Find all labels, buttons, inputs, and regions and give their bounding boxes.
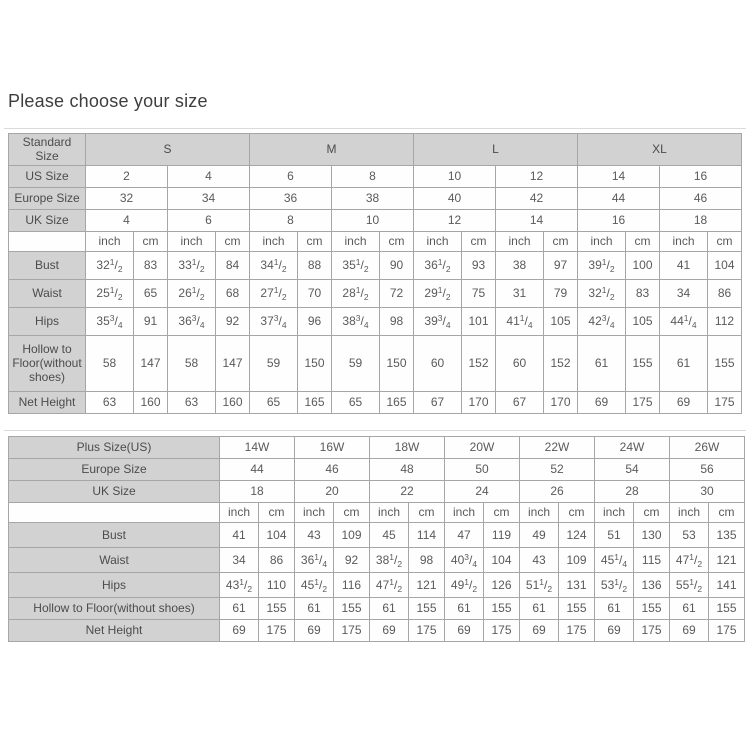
meta-row <box>9 459 745 481</box>
size-group-row <box>9 134 742 166</box>
size-value-cell: 14 <box>496 209 578 231</box>
size-value-cell: 6 <box>168 209 250 231</box>
measurement-inch-cell: $38^1/_2$ <box>370 548 409 573</box>
measurement-cm-cell: 104 <box>259 523 295 548</box>
meta-row <box>9 437 745 459</box>
measurement-cm-cell: 110 <box>259 573 295 598</box>
size-value-cell: 14 <box>578 165 660 187</box>
size-value-cell: 56 <box>670 459 745 481</box>
unit-header-cell: cm <box>380 231 414 251</box>
measurement-cm-cell: 109 <box>334 523 370 548</box>
measurement-inch-cell: 69 <box>370 620 409 642</box>
size-value-cell: 10 <box>332 209 414 231</box>
measurement-inch-cell: $45^1/_4$ <box>595 548 634 573</box>
measurement-cm-cell: 155 <box>259 598 295 620</box>
measure-row <box>9 523 745 548</box>
unit-header-cell: inch <box>595 503 634 523</box>
size-value-cell: 24 <box>445 481 520 503</box>
divider-line <box>4 430 746 431</box>
measurement-inch-cell: 67 <box>414 391 462 413</box>
measurement-cm-cell: 83 <box>626 279 660 307</box>
measurement-inch-cell: $47^1/_2$ <box>670 548 709 573</box>
measurement-inch-cell: $53^1/_2$ <box>595 573 634 598</box>
measurement-cm-cell: 155 <box>634 598 670 620</box>
size-value-cell: 26W <box>670 437 745 459</box>
unit-header-cell: cm <box>484 503 520 523</box>
measurement-cm-cell: 175 <box>409 620 445 642</box>
row-label: US Size <box>9 165 86 187</box>
size-value-cell: 16 <box>578 209 660 231</box>
measurement-inch-cell: 63 <box>86 391 134 413</box>
size-value-cell: 50 <box>445 459 520 481</box>
measurement-inch-cell: 69 <box>295 620 334 642</box>
measurement-inch-cell: $36^1/_4$ <box>295 548 334 573</box>
size-value-cell: 8 <box>332 165 414 187</box>
measurement-cm-cell: 175 <box>484 620 520 642</box>
meta-row <box>9 165 742 187</box>
unit-header-cell: inch <box>370 503 409 523</box>
measurement-cm-cell: 115 <box>634 548 670 573</box>
measurement-inch-cell: 49 <box>520 523 559 548</box>
measurement-cm-cell: 112 <box>708 307 742 335</box>
size-value-cell: 12 <box>414 209 496 231</box>
measure-row <box>9 251 742 279</box>
unit-header-cell: cm <box>409 503 445 523</box>
size-value-cell: 4 <box>86 209 168 231</box>
row-label: UK Size <box>9 209 86 231</box>
row-label: Waist <box>9 548 220 573</box>
unit-header-cell: inch <box>250 231 298 251</box>
measurement-inch-cell: $43^1/_2$ <box>220 573 259 598</box>
measurement-cm-cell: 150 <box>380 335 414 391</box>
meta-row <box>9 209 742 231</box>
unit-header-cell: cm <box>708 231 742 251</box>
size-value-cell: 54 <box>595 459 670 481</box>
measurement-inch-cell: $32^1/_2$ <box>578 279 626 307</box>
row-label: Net Height <box>9 391 86 413</box>
size-value-cell: 46 <box>660 187 742 209</box>
measurement-inch-cell: $39^3/_4$ <box>414 307 462 335</box>
measure-row <box>9 307 742 335</box>
unit-header-row <box>9 503 745 523</box>
measurement-inch-cell: 69 <box>220 620 259 642</box>
measurement-inch-cell: 69 <box>670 620 709 642</box>
standard-size-table <box>8 133 742 414</box>
measurement-cm-cell: 70 <box>298 279 332 307</box>
unit-header-cell: cm <box>626 231 660 251</box>
measurement-inch-cell: 69 <box>445 620 484 642</box>
measurement-cm-cell: 175 <box>626 391 660 413</box>
unit-header-cell: inch <box>86 231 134 251</box>
meta-row <box>9 481 745 503</box>
measurement-inch-cell: $55^1/_2$ <box>670 573 709 598</box>
meta-row <box>9 187 742 209</box>
size-value-cell: 22 <box>370 481 445 503</box>
measurement-inch-cell: 58 <box>168 335 216 391</box>
measurement-inch-cell: 58 <box>86 335 134 391</box>
measurement-cm-cell: 175 <box>709 620 745 642</box>
measurement-inch-cell: $35^1/_2$ <box>332 251 380 279</box>
measurement-inch-cell: $39^1/_2$ <box>578 251 626 279</box>
measurement-cm-cell: 101 <box>462 307 496 335</box>
measurement-inch-cell: 61 <box>445 598 484 620</box>
measurement-cm-cell: 170 <box>544 391 578 413</box>
measurement-inch-cell: $44^1/_4$ <box>660 307 708 335</box>
measurement-inch-cell: $28^1/_2$ <box>332 279 380 307</box>
size-value-cell: 24W <box>595 437 670 459</box>
size-value-cell: 14W <box>220 437 295 459</box>
page-title: Please choose your size <box>8 91 208 111</box>
measurement-cm-cell: 155 <box>708 335 742 391</box>
measurement-cm-cell: 105 <box>544 307 578 335</box>
size-group-header: XL <box>578 134 742 166</box>
size-group-header: L <box>414 134 578 166</box>
size-value-cell: 44 <box>578 187 660 209</box>
size-value-cell: 8 <box>250 209 332 231</box>
measurement-cm-cell: 155 <box>559 598 595 620</box>
unit-header-cell: cm <box>216 231 250 251</box>
measurement-cm-cell: 98 <box>409 548 445 573</box>
measurement-inch-cell: $29^1/_2$ <box>414 279 462 307</box>
measurement-cm-cell: 155 <box>484 598 520 620</box>
measurement-cm-cell: 147 <box>134 335 168 391</box>
empty-cell <box>9 503 220 523</box>
measurement-inch-cell: 53 <box>670 523 709 548</box>
measurement-inch-cell: 69 <box>660 391 708 413</box>
measurement-cm-cell: 104 <box>484 548 520 573</box>
measure-row <box>9 598 745 620</box>
unit-header-cell: cm <box>259 503 295 523</box>
measurement-cm-cell: 170 <box>462 391 496 413</box>
measurement-inch-cell: $25^1/_2$ <box>86 279 134 307</box>
size-value-cell: 16W <box>295 437 370 459</box>
measurement-inch-cell: 63 <box>168 391 216 413</box>
unit-header-cell: inch <box>414 231 462 251</box>
unit-header-cell: cm <box>334 503 370 523</box>
measurement-cm-cell: 92 <box>216 307 250 335</box>
measurement-cm-cell: 93 <box>462 251 496 279</box>
measurement-inch-cell: 65 <box>332 391 380 413</box>
measurement-cm-cell: 175 <box>334 620 370 642</box>
size-value-cell: 26 <box>520 481 595 503</box>
unit-header-cell: inch <box>496 231 544 251</box>
measurement-cm-cell: 141 <box>709 573 745 598</box>
measurement-cm-cell: 121 <box>709 548 745 573</box>
size-value-cell: 28 <box>595 481 670 503</box>
unit-header-cell: cm <box>544 231 578 251</box>
measurement-cm-cell: 75 <box>462 279 496 307</box>
size-value-cell: 38 <box>332 187 414 209</box>
measurement-cm-cell: 175 <box>259 620 295 642</box>
size-value-cell: 32 <box>86 187 168 209</box>
measurement-cm-cell: 155 <box>709 598 745 620</box>
measurement-cm-cell: 160 <box>134 391 168 413</box>
measurement-cm-cell: 126 <box>484 573 520 598</box>
size-value-cell: 16 <box>660 165 742 187</box>
unit-header-cell: inch <box>295 503 334 523</box>
size-group-header: S <box>86 134 250 166</box>
size-value-cell: 52 <box>520 459 595 481</box>
size-value-cell: 18 <box>660 209 742 231</box>
measurement-cm-cell: 135 <box>709 523 745 548</box>
measurement-inch-cell: 45 <box>370 523 409 548</box>
measurement-inch-cell: 65 <box>250 391 298 413</box>
measurement-cm-cell: 83 <box>134 251 168 279</box>
measurement-inch-cell: 61 <box>670 598 709 620</box>
size-value-cell: 46 <box>295 459 370 481</box>
measurement-cm-cell: 109 <box>559 548 595 573</box>
measurement-inch-cell: 61 <box>295 598 334 620</box>
measure-row <box>9 335 742 391</box>
unit-header-row <box>9 231 742 251</box>
row-label: Bust <box>9 251 86 279</box>
measurement-cm-cell: 165 <box>380 391 414 413</box>
measurement-cm-cell: 165 <box>298 391 332 413</box>
measurement-cm-cell: 147 <box>216 335 250 391</box>
row-label: Hollow to Floor(without shoes) <box>9 598 220 620</box>
measurement-cm-cell: 100 <box>626 251 660 279</box>
measurement-inch-cell: 69 <box>595 620 634 642</box>
measurement-cm-cell: 104 <box>708 251 742 279</box>
size-value-cell: 20 <box>295 481 370 503</box>
measurement-inch-cell: 34 <box>660 279 708 307</box>
row-label: Europe Size <box>9 459 220 481</box>
measurement-cm-cell: 72 <box>380 279 414 307</box>
measurement-cm-cell: 79 <box>544 279 578 307</box>
measurement-inch-cell: $37^3/_4$ <box>250 307 298 335</box>
measurement-cm-cell: 121 <box>409 573 445 598</box>
measurement-inch-cell: $45^1/_2$ <box>295 573 334 598</box>
size-value-cell: 4 <box>168 165 250 187</box>
measurement-cm-cell: 155 <box>409 598 445 620</box>
measurement-inch-cell: 69 <box>520 620 559 642</box>
measurement-inch-cell: $27^1/_2$ <box>250 279 298 307</box>
row-label: Europe Size <box>9 187 86 209</box>
measurement-cm-cell: 88 <box>298 251 332 279</box>
measurement-inch-cell: 61 <box>370 598 409 620</box>
measurement-inch-cell: 43 <box>520 548 559 573</box>
measurement-inch-cell: 69 <box>578 391 626 413</box>
measurement-inch-cell: 60 <box>496 335 544 391</box>
measurement-inch-cell: $36^1/_2$ <box>414 251 462 279</box>
row-label: Waist <box>9 279 86 307</box>
measurement-cm-cell: 97 <box>544 251 578 279</box>
measurement-cm-cell: 105 <box>626 307 660 335</box>
measurement-cm-cell: 155 <box>334 598 370 620</box>
measurement-inch-cell: 51 <box>595 523 634 548</box>
unit-header-cell: inch <box>520 503 559 523</box>
size-value-cell: 20W <box>445 437 520 459</box>
measurement-inch-cell: 41 <box>220 523 259 548</box>
unit-header-cell: inch <box>578 231 626 251</box>
plus-size-table <box>8 436 745 642</box>
measurement-inch-cell: 41 <box>660 251 708 279</box>
unit-header-cell: cm <box>134 231 168 251</box>
measurement-cm-cell: 155 <box>626 335 660 391</box>
measurement-inch-cell: 61 <box>578 335 626 391</box>
empty-cell <box>9 231 86 251</box>
size-value-cell: 36 <box>250 187 332 209</box>
measurement-cm-cell: 152 <box>544 335 578 391</box>
size-value-cell: 30 <box>670 481 745 503</box>
measurement-inch-cell: 34 <box>220 548 259 573</box>
measurement-cm-cell: 68 <box>216 279 250 307</box>
measurement-cm-cell: 65 <box>134 279 168 307</box>
unit-header-cell: cm <box>462 231 496 251</box>
size-value-cell: 6 <box>250 165 332 187</box>
measurement-inch-cell: $36^3/_4$ <box>168 307 216 335</box>
unit-header-cell: cm <box>634 503 670 523</box>
measure-row <box>9 548 745 573</box>
measurement-inch-cell: $41^1/_4$ <box>496 307 544 335</box>
measurement-inch-cell: 31 <box>496 279 544 307</box>
divider-line <box>4 128 746 129</box>
measurement-cm-cell: 130 <box>634 523 670 548</box>
measurement-inch-cell: 47 <box>445 523 484 548</box>
measurement-cm-cell: 150 <box>298 335 332 391</box>
measurement-cm-cell: 136 <box>634 573 670 598</box>
measurement-inch-cell: $47^1/_2$ <box>370 573 409 598</box>
measurement-cm-cell: 124 <box>559 523 595 548</box>
unit-header-cell: inch <box>220 503 259 523</box>
unit-header-cell: cm <box>709 503 745 523</box>
measurement-inch-cell: $33^1/_2$ <box>168 251 216 279</box>
measurement-cm-cell: 175 <box>559 620 595 642</box>
measurement-cm-cell: 160 <box>216 391 250 413</box>
measurement-cm-cell: 98 <box>380 307 414 335</box>
unit-header-cell: inch <box>332 231 380 251</box>
measurement-inch-cell: 59 <box>250 335 298 391</box>
measurement-inch-cell: $51^1/_2$ <box>520 573 559 598</box>
size-value-cell: 18W <box>370 437 445 459</box>
measurement-cm-cell: 91 <box>134 307 168 335</box>
measurement-cm-cell: 114 <box>409 523 445 548</box>
measure-row <box>9 573 745 598</box>
measurement-cm-cell: 90 <box>380 251 414 279</box>
measurement-cm-cell: 175 <box>634 620 670 642</box>
measurement-cm-cell: 175 <box>708 391 742 413</box>
row-label: UK Size <box>9 481 220 503</box>
measurement-cm-cell: 131 <box>559 573 595 598</box>
size-value-cell: 42 <box>496 187 578 209</box>
size-value-cell: 2 <box>86 165 168 187</box>
size-value-cell: 12 <box>496 165 578 187</box>
measurement-inch-cell: 67 <box>496 391 544 413</box>
size-value-cell: 48 <box>370 459 445 481</box>
measurement-cm-cell: 152 <box>462 335 496 391</box>
row-label: Hips <box>9 573 220 598</box>
measurement-cm-cell: 86 <box>708 279 742 307</box>
measurement-inch-cell: $49^1/_2$ <box>445 573 484 598</box>
measurement-inch-cell: 59 <box>332 335 380 391</box>
measurement-inch-cell: $32^1/_2$ <box>86 251 134 279</box>
measurement-cm-cell: 119 <box>484 523 520 548</box>
size-group-header: M <box>250 134 414 166</box>
corner-label: Standard Size <box>9 134 86 166</box>
measure-row <box>9 279 742 307</box>
measurement-cm-cell: 92 <box>334 548 370 573</box>
size-value-cell: 18 <box>220 481 295 503</box>
measurement-inch-cell: 38 <box>496 251 544 279</box>
measurement-inch-cell: 61 <box>595 598 634 620</box>
size-value-cell: 44 <box>220 459 295 481</box>
measurement-inch-cell: $42^3/_4$ <box>578 307 626 335</box>
unit-header-cell: cm <box>559 503 595 523</box>
measurement-cm-cell: 96 <box>298 307 332 335</box>
measurement-inch-cell: 61 <box>660 335 708 391</box>
unit-header-cell: cm <box>298 231 332 251</box>
measurement-inch-cell: $34^1/_2$ <box>250 251 298 279</box>
size-value-cell: 22W <box>520 437 595 459</box>
size-value-cell: 40 <box>414 187 496 209</box>
measurement-cm-cell: 86 <box>259 548 295 573</box>
measure-row <box>9 391 742 413</box>
measurement-inch-cell: $35^3/_4$ <box>86 307 134 335</box>
size-value-cell: 10 <box>414 165 496 187</box>
unit-header-cell: inch <box>168 231 216 251</box>
measurement-cm-cell: 84 <box>216 251 250 279</box>
row-label: Plus Size(US) <box>9 437 220 459</box>
measurement-inch-cell: 60 <box>414 335 462 391</box>
measurement-inch-cell: $40^3/_4$ <box>445 548 484 573</box>
measurement-inch-cell: 43 <box>295 523 334 548</box>
measurement-inch-cell: $38^3/_4$ <box>332 307 380 335</box>
measurement-inch-cell: $26^1/_2$ <box>168 279 216 307</box>
size-value-cell: 34 <box>168 187 250 209</box>
measurement-cm-cell: 116 <box>334 573 370 598</box>
row-label: Net Height <box>9 620 220 642</box>
measurement-inch-cell: 61 <box>520 598 559 620</box>
row-label: Hollow to Floor(without shoes) <box>9 335 86 391</box>
row-label: Bust <box>9 523 220 548</box>
unit-header-cell: inch <box>670 503 709 523</box>
row-label: Hips <box>9 307 86 335</box>
measure-row <box>9 620 745 642</box>
unit-header-cell: inch <box>660 231 708 251</box>
measurement-inch-cell: 61 <box>220 598 259 620</box>
unit-header-cell: inch <box>445 503 484 523</box>
